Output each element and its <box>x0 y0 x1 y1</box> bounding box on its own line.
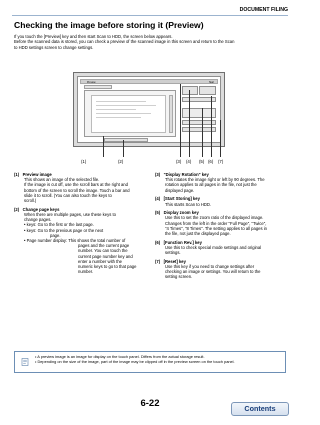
bullet-text: number. <box>78 269 94 275</box>
left-descriptions <box>14 172 144 274</box>
item-heading: (3) "Display Rotation" key <box>155 172 209 177</box>
bullet-text: • keys: Go to the previous page or the next <box>24 227 104 233</box>
text-line <box>96 101 146 102</box>
intro-line: Before the scanned data is stored, you can check a preview of the scanned image in this screen and return to the Scan <box>14 39 235 45</box>
text-line <box>96 109 136 110</box>
item-text: the file, not just the displayed page. <box>165 231 231 237</box>
screen-title: Preview <box>87 80 96 84</box>
item-heading: (4) [Start Storing] key <box>155 196 200 202</box>
section-heading: Checking the image before storing it (Preview) <box>14 20 204 30</box>
callout-6: (6) <box>208 159 214 164</box>
item-text: "4 Times", "8 Times". The setting applies to all pages in <box>165 225 267 231</box>
text-line <box>96 117 141 118</box>
screen-scrollbar <box>169 95 173 133</box>
note-item: • A preview image is an image for display on the touch panel. Differs from the actual storage result. <box>35 354 205 359</box>
item-heading: (5) Display zoom key <box>155 210 199 216</box>
pointer-line <box>103 136 104 157</box>
item-text: This starts Scan to HDD. <box>165 201 212 207</box>
pointer-line <box>220 120 221 157</box>
callout-5: (5) <box>199 159 205 164</box>
item-heading: (7) [Reset] key <box>155 258 186 264</box>
item-text: settings. <box>165 250 181 256</box>
screen-tab <box>84 85 112 89</box>
intro-text <box>14 34 290 50</box>
bullet-text: pages and the current page <box>78 243 130 249</box>
note-box <box>14 351 286 373</box>
bullet-text: numeric keys to go to that page <box>78 263 137 269</box>
bullet-text: enter a number with the <box>78 258 122 264</box>
item-heading: (1) Preview image <box>14 172 52 177</box>
item-text: slide it to scroll. (You can also touch the keys to <box>24 192 112 198</box>
pointer-line <box>202 108 203 157</box>
bullet-text: current page number key and <box>78 253 133 259</box>
screen-start-key <box>199 86 216 95</box>
text-line <box>96 113 151 114</box>
item-text: bottom of the screen to scroll the image. Touch a bar and <box>24 187 130 193</box>
callout-1: (1) <box>81 159 87 164</box>
item-text: When there are multiple pages, use these keys to <box>24 211 116 217</box>
item-text: change pages. <box>24 217 52 223</box>
item-text: rotation applies to all pages in the file, not just the <box>165 182 257 188</box>
item-text: Use this to check special mode settings and original <box>165 244 262 250</box>
item-text: Use this to set the zoom ratio of the displayed image. <box>165 215 264 221</box>
screen-preview-image <box>91 95 166 133</box>
item-text: displayed page. <box>165 187 195 193</box>
intro-line: to HDD settings screen to change settings. <box>14 44 94 50</box>
item-text: checking an image or settings. You will return to the <box>165 269 261 275</box>
screen-start-label: Start <box>208 80 214 84</box>
text-line <box>96 105 156 106</box>
callout-2: (2) <box>118 159 124 164</box>
pointer-line <box>189 90 190 157</box>
bullet-text: • keys: Go to the first or the last page. <box>24 222 94 228</box>
screen-preview-area <box>84 90 176 137</box>
screen-top-bar <box>80 79 218 84</box>
bullet-text: • Page number display: This shows the total number of <box>24 237 126 243</box>
item-heading: (2) Change page keys <box>14 206 60 212</box>
note-icon <box>21 358 29 366</box>
callout-7: (7) <box>218 159 224 164</box>
item-text: This shows an image of the selected file. <box>24 177 100 183</box>
pointer-line <box>211 96 212 157</box>
callout-4: (4) <box>186 159 192 164</box>
item-text: scroll.) <box>24 198 37 204</box>
screen-display <box>77 76 221 143</box>
item-heading: (6) [Function Rev.] key <box>155 239 202 245</box>
item-text: Changes from the left in the order "Full Page", "Twice", <box>165 220 267 226</box>
item-text: This rotates the image right or left by 90 degrees. The <box>165 177 265 183</box>
note-item: • Depending on the size of the image, part of the image may be clipped off in the preview screen on the touch panel. <box>35 358 235 364</box>
pointer-line <box>123 140 124 157</box>
item-text: Use this key if you need to change settings after <box>165 264 255 270</box>
contents-button[interactable]: Contents <box>231 402 289 416</box>
header-rule <box>12 15 288 16</box>
screen-rotation-key <box>182 86 198 95</box>
callout-3: (3) <box>176 159 182 164</box>
preview-screen-illustration <box>73 72 227 152</box>
page-header-title: DOCUMENT FILING <box>239 7 288 13</box>
right-descriptions <box>155 172 290 280</box>
page-number: 6-22 <box>140 398 160 409</box>
item-text: If the image is cut off, use the scroll bars at the right and <box>24 182 128 188</box>
intro-line: If you touch the [Preview] key and then start Scan to HDD, the screen below appears. <box>14 34 173 39</box>
pointer-line <box>180 84 181 157</box>
bullet-text: page. <box>50 232 61 238</box>
screen-page-keys <box>104 138 148 142</box>
item-text: setting screen. <box>165 274 193 280</box>
bullet-text: number. You can touch the <box>78 248 128 254</box>
